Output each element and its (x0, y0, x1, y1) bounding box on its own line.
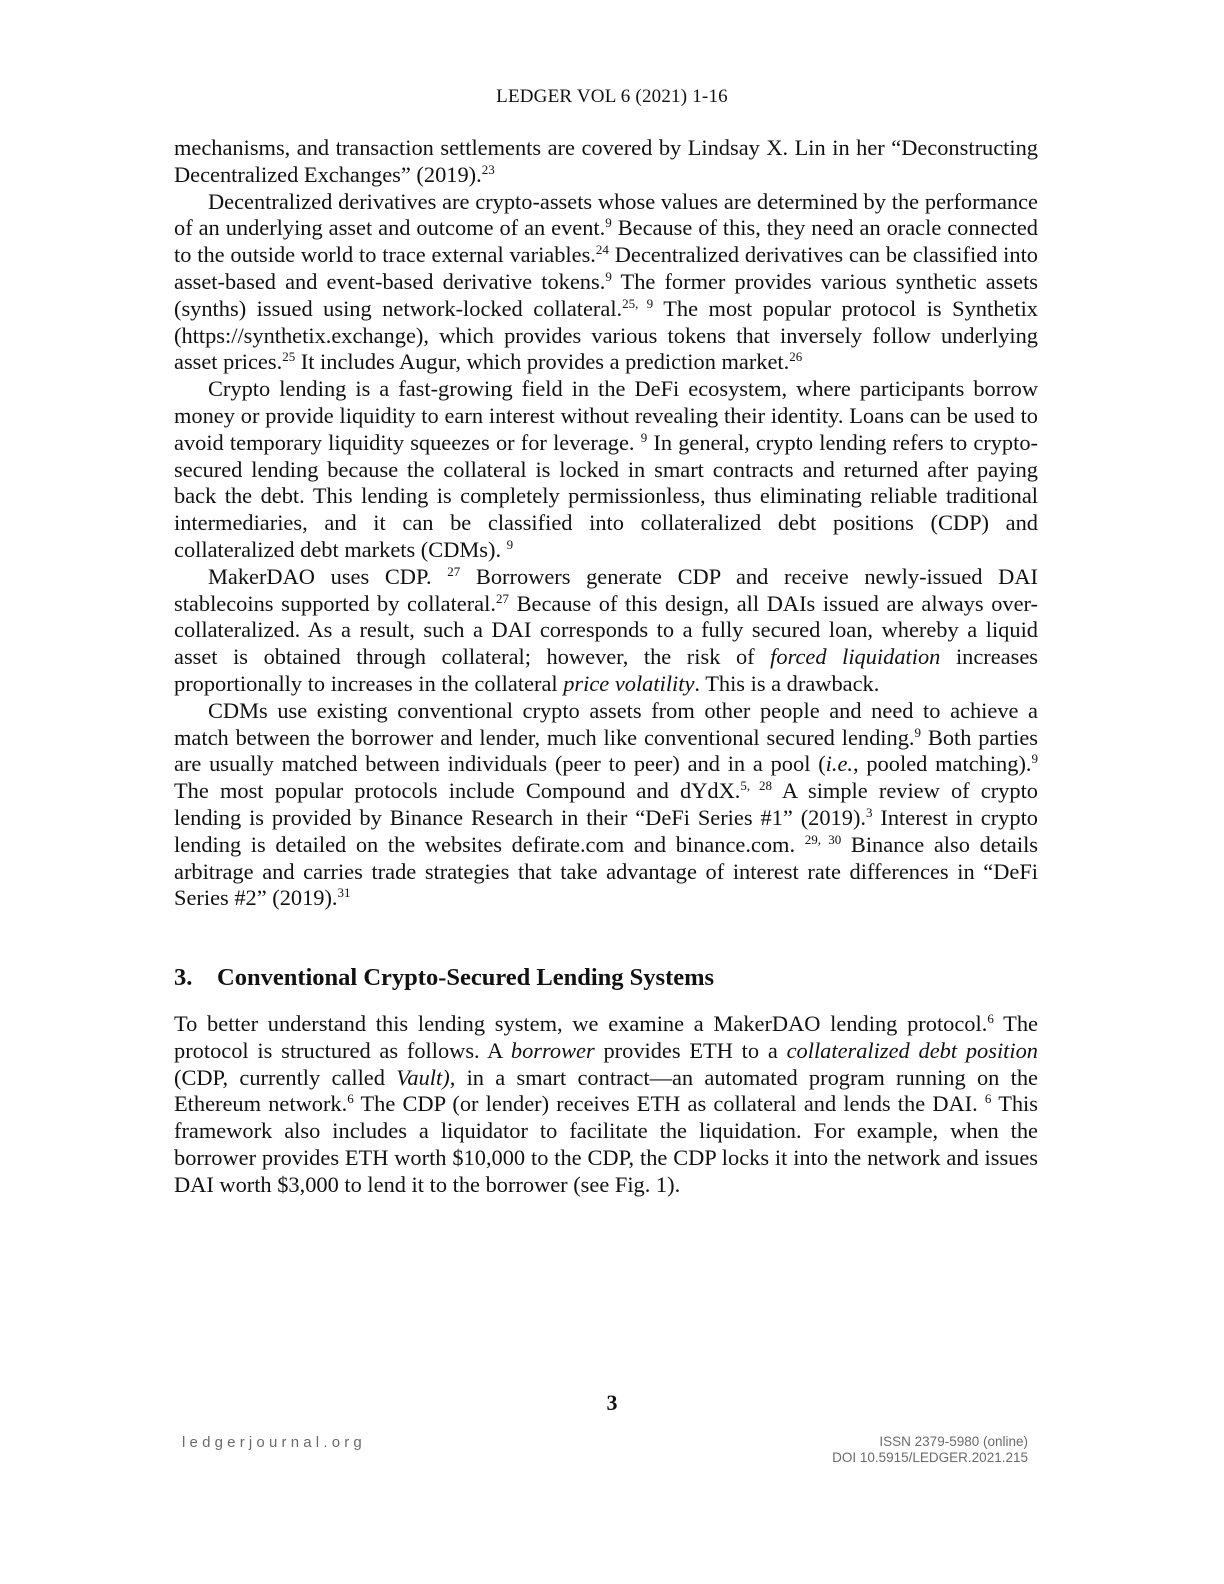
text-run: mechanisms, and transaction settlements are covered by Lindsay X. Lin in her “Deconstructing Decentralized Exchanges” (2019). (174, 135, 1038, 187)
body-text (174, 135, 1038, 912)
text-run: The protocol is structured as follows. A (174, 1011, 1038, 1063)
citation-superscript: 6 (984, 1091, 992, 1107)
text-run: The former provides various synthetic assets (synths) issued using network-locked collateral. (174, 268, 1039, 321)
text-run: Both parties are usually matched between individuals (peer to peer) and in a pool ( (174, 724, 1038, 777)
emphasis-text: Vault) (396, 1064, 450, 1090)
doi-label: DOI 10.5915/LEDGER.2021.215 (832, 1450, 1028, 1465)
text-run: Decentralized derivatives can be classified into asset-based and event-based derivative tokens. (174, 242, 1039, 294)
journal-site-link[interactable]: ledgerjournal.org (182, 1434, 366, 1451)
citation-superscript: 25 (282, 349, 296, 365)
paragraph (174, 189, 1038, 377)
text-run: Because of this, they need an oracle connected to the outside world to trace external variables. (174, 215, 1038, 268)
text-run: Decentralized derivatives are crypto-assets whose values are determined by the performance of an underlying asset and outcome of an event. (174, 188, 1038, 241)
text-run: Interest in crypto lending is detailed on the websites defirate.com and binance.com. (174, 804, 1038, 857)
citation-superscript: 29, 30 (804, 831, 842, 847)
emphasis-text: forced liquidation (770, 644, 941, 670)
text-run: CDMs use existing conventional crypto assets from other people and need to achieve a match between the borrower and lender, much like conventional secured lending. (174, 697, 1038, 750)
text-run: To better understand this lending system, we examine a MakerDAO lending protocol. (174, 1011, 988, 1036)
section-body (174, 1011, 1038, 1199)
paragraph (174, 698, 1038, 912)
running-head: LEDGER VOL 6 (2021) 1-16 (496, 86, 728, 107)
emphasis-text: collateralized debt position (786, 1037, 1038, 1063)
citation-superscript: 23 (481, 161, 495, 177)
issn-label: ISSN 2379-5980 (online) (879, 1434, 1028, 1449)
paragraph (174, 135, 1038, 189)
citation-superscript: 9 (605, 215, 612, 231)
section-heading (174, 964, 1038, 992)
citation-superscript: 24 (595, 242, 609, 258)
citation-superscript: 25, 9 (622, 295, 654, 311)
citation-superscript: 6 (347, 1091, 354, 1107)
emphasis-text: borrower (510, 1037, 595, 1063)
section-number: 3. (174, 964, 193, 991)
citation-superscript: 31 (337, 885, 351, 901)
paragraph (174, 376, 1038, 564)
text-run: The most popular protocols include Compound and dYdX. (174, 778, 741, 804)
text-run: It includes Augur, which provides a prediction market. (295, 349, 790, 375)
text-run: (CDP, currently called (174, 1064, 397, 1090)
footer-identifiers (832, 1434, 1028, 1466)
text-run: A simple review of crypto lending is provided by Binance Research in their “DeFi Series #1” (2019). (174, 778, 1038, 830)
text-run: In general, crypto lending refers to crypto-secured lending because the collateral is locked in smart contracts and returned after paying back the debt. This lending is completely permissionless, thus eliminating reliable traditional intermediaries, and it can be classified into collateralized debt positions (CDP) and collateralized debt markets (CDMs). (174, 429, 1038, 562)
text-run: Binance also details arbitrage and carries trade strategies that take advantage of interest rate differences in “DeFi Series #2” (2019). (174, 831, 1039, 911)
citation-superscript: 3 (866, 804, 873, 820)
text-run: The most popular protocol is Synthetix (https://synthetix.exchange), which provides various tokens that inversely follow underlying asset prices. (174, 295, 1038, 375)
text-run: MakerDAO uses CDP. (208, 563, 448, 589)
citation-superscript: 5, 28 (740, 778, 772, 794)
citation-superscript: 9 (1031, 751, 1039, 767)
text-run: This framework also includes a liquidator to facilitate the liquidation. For example, when the borrower provides ETH worth $10,000 to the CDP, the CDP locks it into the network and issues DAI worth $3,000 to lend it to the borrower (see Fig. 1). (174, 1091, 1038, 1197)
citation-superscript: 27 (447, 563, 461, 579)
citation-superscript: 9 (640, 429, 648, 445)
paragraph (174, 564, 1038, 698)
text-run: provides ETH to a (594, 1037, 787, 1063)
citation-superscript: 9 (914, 724, 922, 740)
paragraph (174, 1011, 1038, 1199)
emphasis-text: price volatility (563, 670, 695, 696)
text-run: . This is a drawback. (694, 670, 880, 696)
page-number: 3 (606, 1390, 618, 1415)
text-run: Because of this design, all DAIs issued are always over-collateralized. As a result, such a DAI corresponds to a fully secured loan, whereby a liquid asset is obtained through collateral; however, the risk of (174, 590, 1039, 670)
text-run: , in a smart contract—an automated program running on the Ethereum network. (174, 1064, 1038, 1117)
emphasis-text: i.e. (825, 751, 854, 777)
text-run: increases proportionally to increases in the collateral (174, 644, 1039, 696)
text-run: Crypto lending is a fast-growing field in the DeFi ecosystem, where participants borrow money or provide liquidity to earn interest without revealing their identity. Loans can be used to avoid temporary liquidity squeezes or for leverage. (174, 376, 1038, 455)
citation-superscript: 27 (495, 590, 509, 606)
section-title: Conventional Crypto-Secured Lending Systems (217, 964, 715, 991)
citation-superscript: 9 (605, 268, 612, 284)
citation-superscript: 9 (506, 536, 514, 552)
citation-superscript: 6 (987, 1011, 994, 1026)
citation-superscript: 26 (789, 349, 803, 365)
text-run: The CDP (or lender) receives ETH as collateral and lends the DAI. (353, 1091, 985, 1117)
text-run: , pooled matching). (853, 751, 1032, 777)
text-run: Borrowers generate CDP and receive newly-issued DAI stablecoins supported by collateral. (174, 563, 1038, 616)
